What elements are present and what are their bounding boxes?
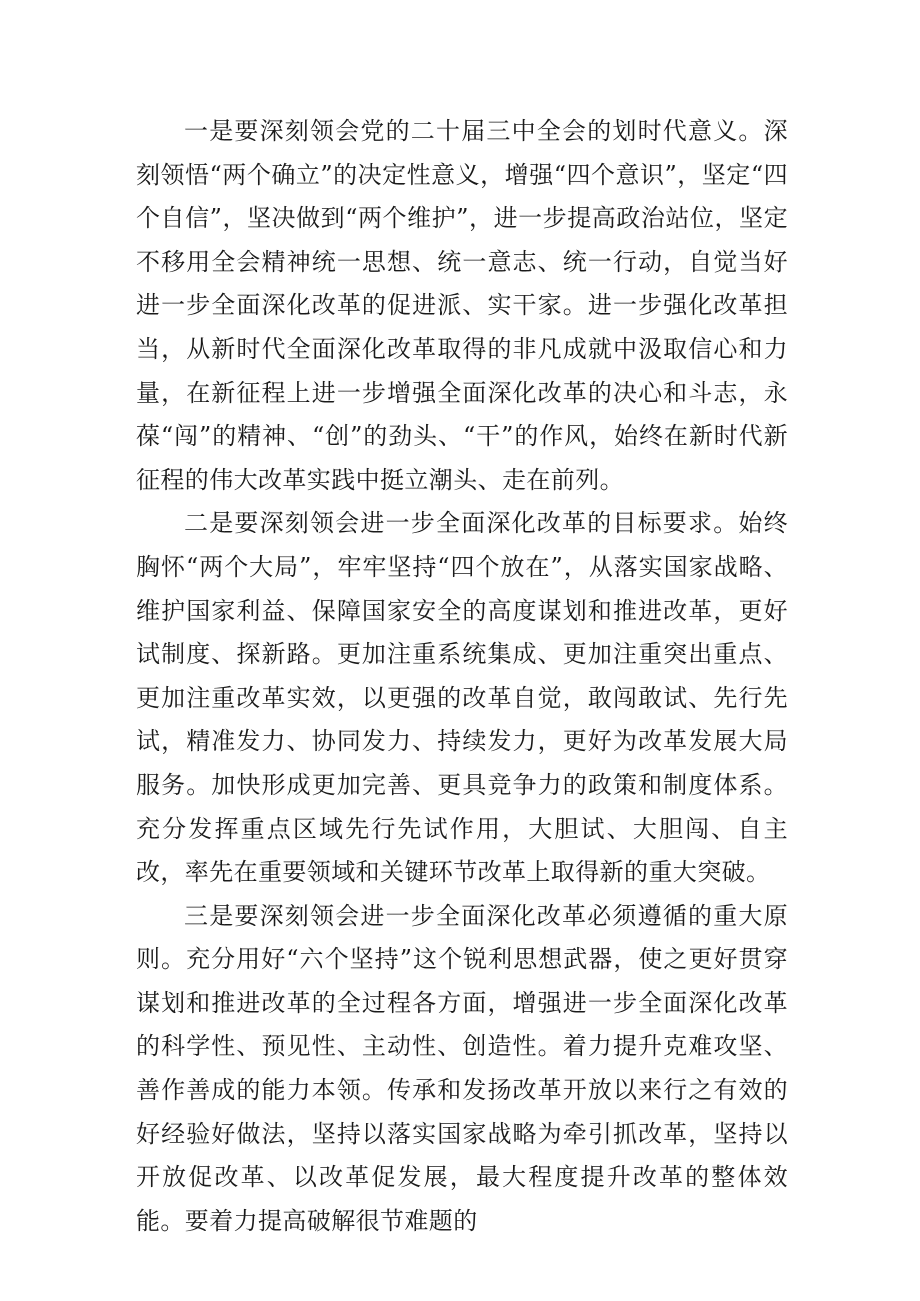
paragraph-3: 三是要深刻领会进一步全面深化改革必须遵循的重大原则。充分用好“六个坚持”这个锐利思想武器，使之更好贯穿谋划和推进改革的全过程各方面，增强进一步全面深化改革的科学性、预见性、主动性、创造性。着力提升克难攻坚、善作善成的能力本领。传承和发扬改革开放以来行之有效的好经验好做法，坚持以落实国家战略为牵引抓改革，坚持以开放促改革、以改革促发展，最大程度提升改革的整体效能。要着力提高破解很节难题的 [136, 901, 788, 1235]
document-body [136, 110, 788, 1243]
paragraph-1: 一是要深刻领会党的二十届三中全会的划时代意义。深刻领悟“两个确立”的决定性意义，增强“四个意识”，坚定“四个自信”，坚决做到“两个维护”，进一步提高政治站位，坚定不移用全会精神统一思想、统一意志、统一行动，自觉当好进一步全面深化改革的促进派、实干家。进一步强化改革担当，从新时代全面深化改革取得的非凡成就中汲取信心和力量，在新征程上进一步增强全面深化改革的决心和斗志，永葆“闯”的精神、“创”的劲头、“干”的作风，始终在新时代新征程的伟大改革实践中挺立潮头、走在前列。 [136, 117, 788, 494]
paragraph-2: 二是要深刻领会进一步全面深化改革的目标要求。始终胸怀“两个大局”，牢牢坚持“四个放在”，从落实国家战略、维护国家利益、保障国家安全的高度谋划和推进改革，更好试制度、探新路。更加注重系统集成、更加注重突出重点、更加注重改革实效，以更强的改革自觉，敢闯敢试、先行先试，精准发力、协同发力、持续发力，更好为改革发展大局服务。加快形成更加完善、更具竞争力的政策和制度体系。充分发挥重点区域先行先试作用，大胆试、大胆闯、自主改，率先在重要领域和关键环节改革上取得新的重大突破。 [136, 509, 788, 887]
